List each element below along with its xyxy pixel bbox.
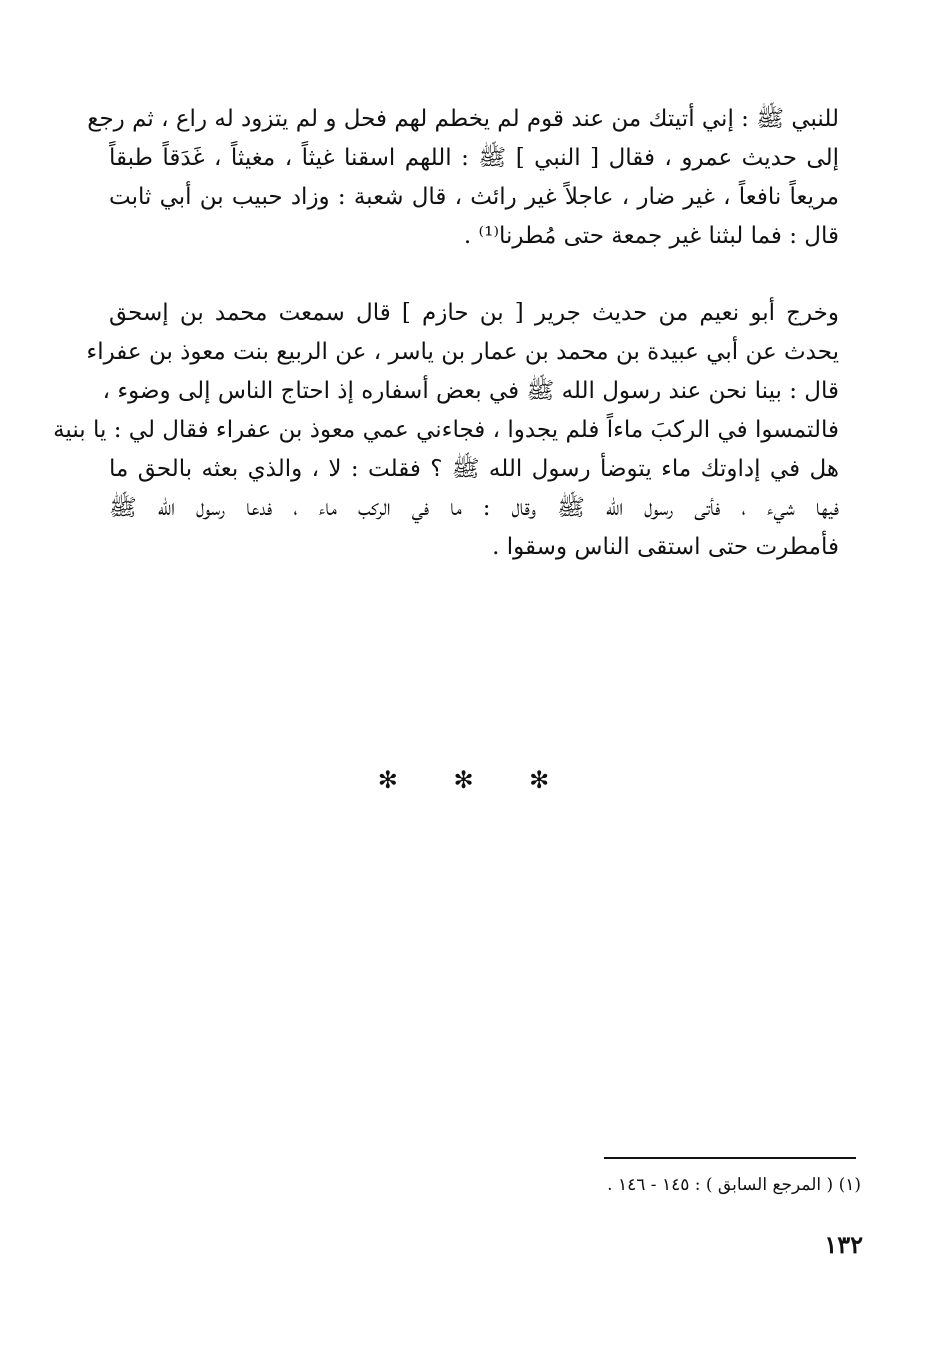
text-line: فالتمسوا في الركبَ ماءاً فلم يجدوا ، فجاءني عمي معوذ بن عفراء فقال لي : يا بنية bbox=[53, 417, 839, 443]
text-line: إلى حديث عمرو ، فقال [ النبي ] ﷺ : اللهم اسقنا غيثاً ، مغيثاً ، غَدَقاً طبقاً bbox=[109, 145, 839, 171]
footnote-divider bbox=[604, 1157, 856, 1159]
text-line: فأمطرت حتى استقى الناس وسقوا . bbox=[492, 534, 839, 560]
text-line: قال : فما لبثنا غير جمعة حتى مُطرنا⁽¹⁾ . bbox=[463, 223, 839, 249]
page-number: ١٣٢ bbox=[824, 1230, 863, 1259]
paragraph-1 bbox=[87, 100, 839, 256]
text-line: مريعاً نافعاً ، غير ضار ، عاجلاً غير رائث ، قال شعبة : وزاد حبيب بن أبي ثابت bbox=[109, 184, 839, 210]
text-line: هل في إداوتك ماء يتوضأ رسول الله ﷺ ؟ فقلت : لا ، والذي بعثه بالحق ما bbox=[109, 456, 839, 482]
text-line: وخرج أبو نعيم من حديث جرير [ بن حازم ] قال سمعت محمد بن إسحق bbox=[109, 300, 839, 326]
text-line: للنبي ﷺ : إني أتيتك من عند قوم لم يخطم لهم فحل و لم يتزود له راع ، ثم رجع bbox=[87, 106, 839, 132]
text-line: يحدث عن أبي عبيدة بن محمد بن عمار بن ياسر ، عن الربيع بنت معوذ بن عفراء bbox=[86, 339, 839, 365]
footnote: (١) ( المرجع السابق ) : ١٤٥ - ١٤٦ . bbox=[607, 1175, 861, 1195]
section-separator: ✻ ✻ ✻ bbox=[377, 766, 574, 794]
text-line: فيها شيء ، فأتى رسول الله ﷺ وقال : ما في الركب ماء ، فدعا رسول الله ﷺ bbox=[109, 495, 839, 521]
paragraph-2 bbox=[53, 294, 839, 567]
text-line: قال : بينا نحن عند رسول الله ﷺ في بعض أسفاره إذ احتاج الناس إلى وضوء ، bbox=[102, 378, 839, 404]
